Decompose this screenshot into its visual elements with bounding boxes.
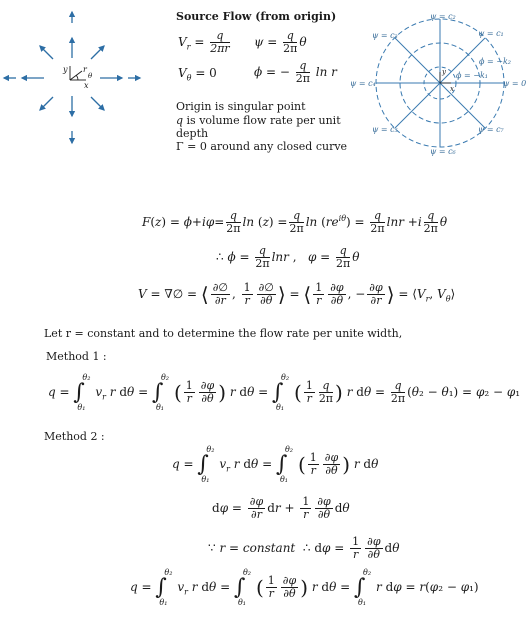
fig2-y: y (442, 68, 446, 76)
source-flow-figure (0, 8, 150, 153)
radial-arrows (4, 12, 140, 143)
arrow-sw (40, 97, 53, 110)
method2-equation-3: ∵ r = constant ∴ dφ = $\frac{1}{r}$ $\frac{\partial\varphi}{\partial\theta}$ dθ (208, 535, 400, 561)
note-circulation: Γ = 0 around any closed curve (176, 140, 348, 153)
label-k1: ϕ = −k₁ (456, 71, 488, 80)
arrow-ne (91, 46, 104, 59)
src-x-label: x (84, 81, 89, 90)
method2-equation-1: q = ∫ θ₂ θ₁ $v_r$ r dθ = ∫ θ₂ θ₁ ( $\frac{1}{r}$ $\frac{\partial\varphi}{\partial\theta}$ ) r dθ (172, 444, 379, 484)
arrow-se (91, 97, 104, 110)
label-c4: ψ = c₄ (350, 79, 376, 88)
vtheta-equation: $V_\theta = 0$ (178, 66, 217, 83)
label-k2: ϕ = −k₂ (479, 57, 511, 66)
arrow-nw (40, 46, 53, 59)
method1-heading: Method 1 : (46, 350, 107, 363)
complex-potential-equation: F(z) = ϕ+iφ= $\frac{q}{2\pi}$ ln (z) = $\frac{q}{2\pi}$ $\ln (re^{i\theta})$ = $\frac{q}{2\pi}$ lnr +i $\frac{q}{2\pi}$ θ (142, 209, 448, 235)
vr-equation: $V_r$ = $\frac{q}{2\pi r}$ (178, 29, 230, 55)
psi-equation: ψ = $\frac{q}{2\pi}$ θ (254, 29, 307, 55)
method2-heading: Method 2 : (44, 430, 105, 443)
src-theta-label: θ (88, 72, 93, 80)
constant-r-statement: Let r = constant and to determine the flow rate per unite width, (44, 327, 403, 340)
therefore-phi-equation: ∴ ϕ = $\frac{q}{2\pi}$ lnr , φ = $\frac{q}{2\pi}$ θ (216, 244, 360, 270)
phi-equation: ϕ = − $\frac{q}{2\pi}$ ln r (254, 59, 337, 85)
label-c7: ψ = c₇ (478, 125, 504, 134)
fig2-x: x (450, 85, 454, 93)
label-c2: ψ = c₂ (430, 12, 456, 21)
section-title: Source Flow (from origin) (176, 10, 337, 23)
src-r-label: r (83, 65, 87, 74)
label-c6: ψ = c₆ (430, 147, 456, 156)
velocity-gradient-equation: V = ∇∅ = ⟨ $\frac{\partial\emptyset}{\partial r}$ , $\frac{1}{r}$ $\frac{\partial\emptyset}{\partial\theta}$ ⟩ = ⟨ $\frac{1}{r}$ $\frac{\partial\varphi}{\partial\theta}$ , − $\frac{\partial\varphi}{\partial r}$ ⟩ = $⟨V_r$, $V_\theta⟩$ (138, 281, 456, 307)
label-zero: ψ = 0 (503, 79, 527, 88)
method1-equation: q = ∫ θ₂ θ₁ $v_r$ r dθ = ∫ θ₂ θ₁ ( $\frac{1}{r}$ $\frac{\partial\varphi}{\partial\theta}$ ) r dθ = ∫ θ₂ θ₁ ( $\frac{1}{r}$ $\frac{q}{2\pi}$ ) r dθ = $\frac{q}{2\pi}$ (θ₂ − θ₁) = φ₂ − φ₁ (48, 372, 521, 412)
label-c3: ψ = c₃ (372, 31, 398, 40)
src-y-label: y (63, 65, 68, 74)
note-flowrate: q is volume flow rate per unit (176, 114, 341, 127)
label-c1: ψ = c₁ (478, 29, 504, 38)
label-c5: ψ = c₅ (372, 125, 398, 134)
method2-equation-4: q = ∫ θ₂ θ₁ $v_r$ r dθ = ∫ θ₂ θ₁ ( $\frac{1}{r}$ $\frac{\partial\varphi}{\partial\theta}$ ) r dθ = ∫ θ₂ θ₁ r dφ = r(φ₂ − φ₁) (130, 567, 479, 607)
note-depth: depth (176, 127, 209, 140)
note-singular: Origin is singular point (176, 100, 306, 113)
streamline-figure (350, 8, 532, 156)
method2-equation-2: dφ = $\frac{\partial\varphi}{\partial r}$ dr + $\frac{1}{r}$ $\frac{\partial\varphi}{\partial\theta}$ dθ (212, 495, 350, 521)
